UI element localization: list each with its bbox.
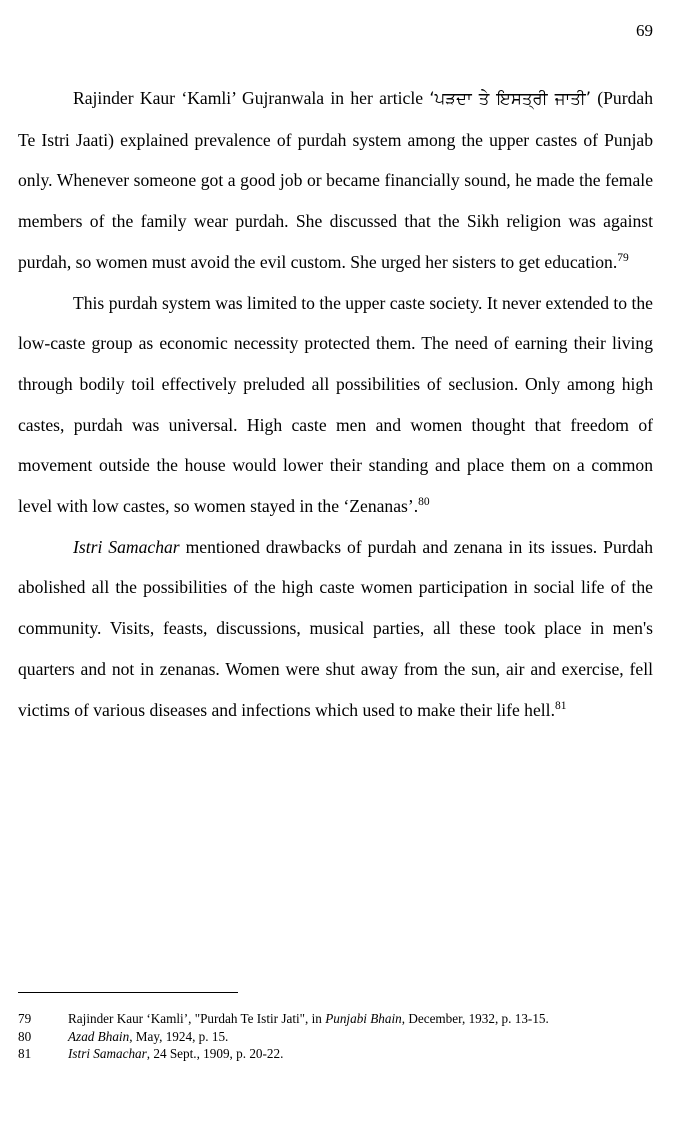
footnote-text bbox=[68, 1010, 658, 1028]
italic-text: Istri Samachar bbox=[73, 536, 180, 557]
paragraph bbox=[18, 283, 653, 527]
footnote-text bbox=[68, 1028, 658, 1046]
body-text bbox=[18, 78, 653, 730]
footnote-item bbox=[18, 1045, 658, 1063]
footnote-number: 80 bbox=[18, 1028, 32, 1044]
paragraph bbox=[18, 78, 653, 283]
footnote-item bbox=[18, 1028, 658, 1046]
footnote-list bbox=[18, 1010, 658, 1063]
footnote-reference[interactable]: 80 bbox=[418, 496, 430, 509]
text-run: Rajinder Kaur ‘Kamli’ Gujranwala in her article bbox=[73, 88, 430, 108]
text-run: mentioned drawbacks of purdah and zenana in its issues. Purdah abolished all the possibilities of the high caste women participation in social life of the community. Visits, feasts, discussions, musical parties, all these took place in men's quarters and not in zenanas. Women were shut away from the sun, air and exercise, fell victims of various diseases and infections which used to make their life hell. bbox=[18, 536, 654, 720]
footnote-number: 81 bbox=[18, 1046, 32, 1062]
text-run: , December, 1932, p. 13-15. bbox=[401, 1011, 549, 1026]
italic-text: Istri Samachar bbox=[68, 1046, 147, 1062]
text-run: , 24 Sept., 1909, p. 20-22. bbox=[146, 1046, 284, 1062]
footnote-reference[interactable]: 81 bbox=[554, 699, 567, 712]
footnote-number: 79 bbox=[18, 1011, 32, 1026]
gurmukhi-text: ‘ਪੜਦਾ ਤੇ ਇਸਤ੍ਰੀ ਜਾਤੀ’ bbox=[429, 89, 591, 108]
text-run: , May, 1924, p. 15. bbox=[129, 1028, 229, 1044]
footnote-text bbox=[68, 1045, 658, 1063]
page-number: 69 bbox=[636, 21, 653, 40]
italic-text: Punjabi Bhain bbox=[325, 1011, 402, 1026]
text-run: This purdah system was limited to the upper caste society. It never extended to the low-caste group as economic necessity protected them. The need of earning their living through bodily toil effectively preluded all possibilities of seclusion. Only among high castes, purdah was universal. High caste men and women thought that freedom of movement outside the house would lower their standing and place them on a common level with low castes, so women stayed in the ‘Zenanas’. bbox=[18, 292, 653, 517]
text-run: Rajinder Kaur ‘Kamli’, "Purdah Te Istir Jati", in bbox=[68, 1011, 326, 1026]
italic-text: Azad Bhain bbox=[68, 1028, 130, 1044]
footnote-separator-rule bbox=[18, 992, 238, 993]
text-run: (Purdah Te Istri Jaati) explained prevalence of purdah system among the upper castes of Punjab only. Whenever someone got a good job or became financially sound, he made the female members of the family wear purdah. She discussed that the Sikh religion was against purdah, so women must avoid the evil custom. She urged her sisters to get education. bbox=[18, 88, 653, 272]
footnote-reference[interactable]: 79 bbox=[617, 251, 629, 264]
paragraph bbox=[18, 527, 653, 731]
footnote-item bbox=[18, 1010, 658, 1028]
